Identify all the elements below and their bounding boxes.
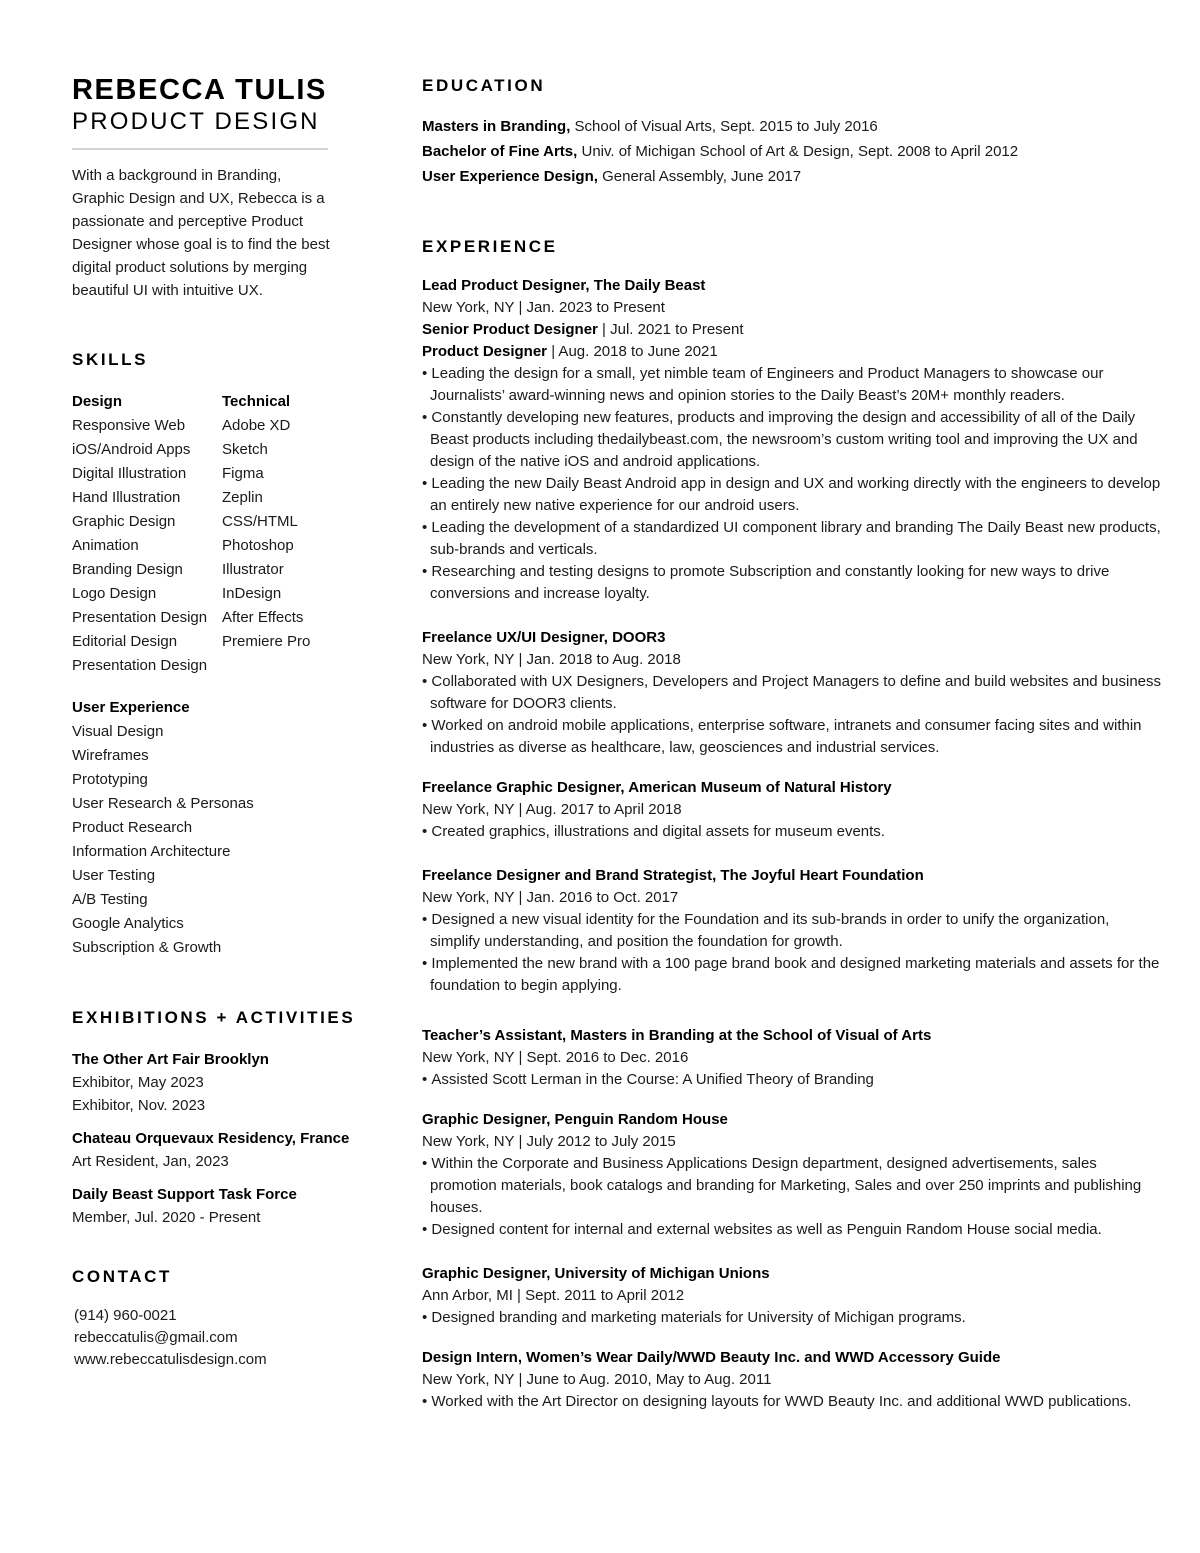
exhibition-item xyxy=(72,1127,372,1173)
job-bullet: • Worked with the Art Director on designing layouts for WWD Beauty Inc. and additional WWD publications. xyxy=(422,1391,1162,1413)
skills-columns xyxy=(72,390,372,678)
job-title: Design Intern, Women’s Wear Daily/WWD Beauty Inc. and WWD Accessory Guide xyxy=(422,1349,1001,1366)
job-bullet: • Leading the development of a standardized UI component library and branding The Daily Beast new products, sub-brands and verticals. xyxy=(422,517,1162,561)
job-title: Freelance Graphic Designer, American Museum of Natural History xyxy=(422,779,892,796)
job-sub-role-title: Senior Product Designer xyxy=(422,321,598,338)
education-entry xyxy=(422,164,1162,189)
job-title: Graphic Designer, Penguin Random House xyxy=(422,1111,728,1128)
design-skill: Presentation Design xyxy=(72,657,208,674)
job-entry xyxy=(422,777,1162,843)
design-skill: Branding Design xyxy=(72,561,183,578)
candidate-name: REBECCA TULIS xyxy=(72,74,327,106)
job-meta: New York, NY | Sept. 2016 to Dec. 2016 xyxy=(422,1049,689,1066)
job-meta: Ann Arbor, MI | Sept. 2011 to April 2012 xyxy=(422,1287,685,1304)
exhibition-item xyxy=(72,1048,372,1117)
ux-skills-column xyxy=(72,696,372,960)
technical-skill: Zeplin xyxy=(222,489,263,506)
job-bullet: • Leading the new Daily Beast Android app in design and UX and working directly with the engineers to develop an entirely new native experience for our android users. xyxy=(422,473,1162,517)
job-sub-role-dates: | Aug. 2018 to June 2021 xyxy=(547,343,718,360)
technical-skill: Adobe XD xyxy=(222,417,291,434)
job-sub-role-dates: | Jul. 2021 to Present xyxy=(597,321,744,338)
contact-email[interactable]: rebeccatulis@gmail.com xyxy=(74,1329,238,1346)
design-skill: Hand Illustration xyxy=(72,489,181,506)
job-meta: New York, NY | Aug. 2017 to April 2018 xyxy=(422,801,682,818)
exhibitions-heading: EXHIBITIONS + ACTIVITIES xyxy=(72,1008,356,1027)
ux-skill: Information Architecture xyxy=(72,843,231,860)
job-sub-role-title: Product Designer xyxy=(422,343,548,360)
job-bullet: • Implemented the new brand with a 100 page brand book and designed marketing materials and assets for the foundation to begin applying. xyxy=(422,953,1162,997)
technical-skills-title: Technical xyxy=(222,393,291,410)
design-skill: Digital Illustration xyxy=(72,465,187,482)
exhibition-detail: Art Resident, Jan, 2023 xyxy=(72,1153,229,1170)
contact-phone: (914) 960-0021 xyxy=(74,1307,177,1324)
job-entry xyxy=(422,1109,1162,1241)
job-title: Lead Product Designer, The Daily Beast xyxy=(422,277,706,294)
exhibition-detail: Member, Jul. 2020 - Present xyxy=(72,1209,261,1226)
job-entry xyxy=(422,1347,1162,1413)
left-column xyxy=(72,72,372,1371)
technical-skill: InDesign xyxy=(222,585,282,602)
job-sub-role xyxy=(422,319,1162,341)
experience-heading: EXPERIENCE xyxy=(422,237,558,256)
exhibition-title: Daily Beast Support Task Force xyxy=(72,1186,297,1203)
job-bullet: • Designed branding and marketing materials for University of Michigan programs. xyxy=(422,1307,1162,1329)
job-title: Graphic Designer, University of Michigan Unions xyxy=(422,1265,770,1282)
job-bullet: • Constantly developing new features, products and improving the design and accessibility of all of the Daily Beast products including thedailybeast.com, the newsroom’s custom writing tool and improving the UX and design of the native iOS and android applications. xyxy=(422,407,1162,473)
design-skill: Responsive Web xyxy=(72,417,186,434)
design-skill: Graphic Design xyxy=(72,513,176,530)
education-detail: General Assembly, June 2017 xyxy=(597,168,802,185)
design-skill: Editorial Design xyxy=(72,633,178,650)
design-skills-title: Design xyxy=(72,393,123,410)
ux-skill: Subscription & Growth xyxy=(72,939,222,956)
job-entry xyxy=(422,1263,1162,1329)
job-entry xyxy=(422,275,1162,605)
education-entry xyxy=(422,139,1162,164)
exhibition-item xyxy=(72,1183,372,1229)
ux-skill: Product Research xyxy=(72,819,193,836)
exhibition-title: The Other Art Fair Brooklyn xyxy=(72,1051,269,1068)
candidate-role: PRODUCT DESIGN xyxy=(72,108,320,135)
skills-heading: SKILLS xyxy=(72,350,149,369)
ux-skill: Visual Design xyxy=(72,723,164,740)
ux-skill: Prototyping xyxy=(72,771,148,788)
education-entry xyxy=(422,114,1162,139)
right-column xyxy=(422,76,1162,1413)
design-skill: iOS/Android Apps xyxy=(72,441,191,458)
contact-heading: CONTACT xyxy=(72,1267,173,1286)
technical-skill: Premiere Pro xyxy=(222,633,311,650)
job-meta: New York, NY | June to Aug. 2010, May to Aug. 2011 xyxy=(422,1371,772,1388)
job-title: Freelance UX/UI Designer, DOOR3 xyxy=(422,629,666,646)
education-degree: Masters in Branding, xyxy=(422,118,571,135)
technical-skills-column xyxy=(222,390,372,678)
technical-skill: CSS/HTML xyxy=(222,513,298,530)
ux-skill: Google Analytics xyxy=(72,915,184,932)
job-bullet: • Designed a new visual identity for the Foundation and its sub-brands in order to unify the organization, simplify understanding, and position the foundation for growth. xyxy=(422,909,1162,953)
exhibition-detail: Exhibitor, May 2023 xyxy=(72,1074,204,1091)
job-meta: New York, NY | Jan. 2023 to Present xyxy=(422,299,665,316)
ux-skill: User Testing xyxy=(72,867,156,884)
technical-skill: Illustrator xyxy=(222,561,284,578)
job-title: Freelance Designer and Brand Strategist, The Joyful Heart Foundation xyxy=(422,867,924,884)
education-detail: Univ. of Michigan School of Art & Design, Sept. 2008 to April 2012 xyxy=(577,143,1019,160)
education-degree: Bachelor of Fine Arts, xyxy=(422,143,578,160)
job-entry xyxy=(422,627,1162,759)
exhibition-detail: Exhibitor, Nov. 2023 xyxy=(72,1097,206,1114)
exhibition-title: Chateau Orquevaux Residency, France xyxy=(72,1130,350,1147)
job-entry xyxy=(422,865,1162,997)
job-entry xyxy=(422,1025,1162,1091)
education-heading: EDUCATION xyxy=(422,76,546,95)
job-bullet: • Designed content for internal and external websites as well as Penguin Random House social media. xyxy=(422,1219,1162,1241)
header-divider xyxy=(72,148,328,150)
job-sub-role xyxy=(422,341,1162,363)
design-skills-column xyxy=(72,390,222,678)
education-detail: School of Visual Arts, Sept. 2015 to July 2016 xyxy=(570,118,878,135)
experience-list xyxy=(422,275,1162,1413)
job-bullet: • Within the Corporate and Business Applications Design department, designed advertisements, sales promotion materials, book catalogs and branding for Marketing, Sales and over 250 imprints and publishing houses. xyxy=(422,1153,1162,1219)
job-bullet: • Assisted Scott Lerman in the Course: A Unified Theory of Branding xyxy=(422,1069,1162,1091)
ux-skill: A/B Testing xyxy=(72,891,148,908)
education-degree: User Experience Design, xyxy=(422,168,598,185)
job-bullet: • Leading the design for a small, yet nimble team of Engineers and Product Managers to showcase our Journalists’ award-winning news and opinion stories to the Daily Beast’s 20M+ monthly readers. xyxy=(422,363,1162,407)
technical-skill: Photoshop xyxy=(222,537,294,554)
design-skill: Presentation Design xyxy=(72,609,208,626)
bio-summary: With a background in Branding, Graphic Design and UX, Rebecca is a passionate and perceptive Product Designer whose goal is to find the best digital product solutions by merging beautiful UI with intuitive UX. xyxy=(72,167,330,299)
technical-skill: Sketch xyxy=(222,441,268,458)
job-bullet: • Worked on android mobile applications, enterprise software, intranets and consumer facing sites and within industries as diverse as healthcare, law, geosciences and industrial services. xyxy=(422,715,1162,759)
job-bullet: • Researching and testing designs to promote Subscription and constantly looking for new ways to drive conversions and increase loyalty. xyxy=(422,561,1162,605)
ux-skills-title: User Experience xyxy=(72,699,190,716)
contact-block xyxy=(72,1305,372,1371)
job-bullet: • Created graphics, illustrations and digital assets for museum events. xyxy=(422,821,1162,843)
job-title: Teacher’s Assistant, Masters in Branding at the School of Visual of Arts xyxy=(422,1027,932,1044)
technical-skill: Figma xyxy=(222,465,264,482)
design-skill: Logo Design xyxy=(72,585,157,602)
job-meta: New York, NY | Jan. 2018 to Aug. 2018 xyxy=(422,651,681,668)
contact-website[interactable]: www.rebeccatulisdesign.com xyxy=(74,1351,267,1368)
ux-skill: Wireframes xyxy=(72,747,149,764)
job-bullet: • Collaborated with UX Designers, Developers and Project Managers to define and build websites and business software for DOOR3 clients. xyxy=(422,671,1162,715)
ux-skill: User Research & Personas xyxy=(72,795,254,812)
design-skill: Animation xyxy=(72,537,139,554)
job-meta: New York, NY | July 2012 to July 2015 xyxy=(422,1133,676,1150)
exhibitions-list xyxy=(72,1048,372,1229)
job-meta: New York, NY | Jan. 2016 to Oct. 2017 xyxy=(422,889,679,906)
technical-skill: After Effects xyxy=(222,609,304,626)
education-list xyxy=(422,114,1162,189)
